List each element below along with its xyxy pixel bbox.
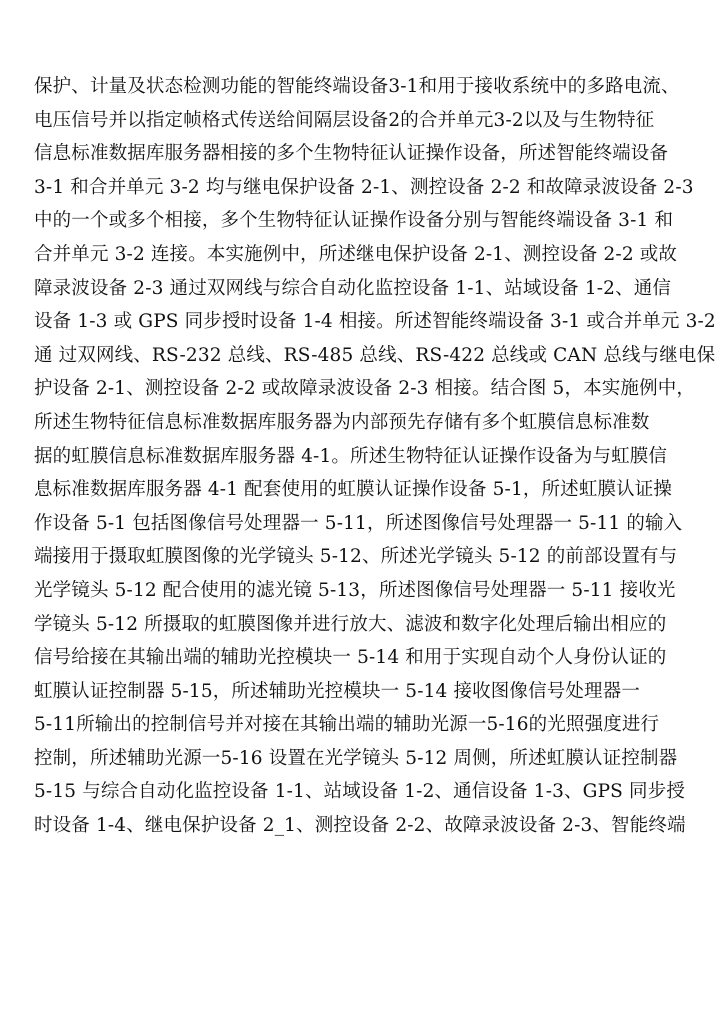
text-line: 5-11所输出的控制信号并对接在其输出端的辅助光源一5-16的光照强度进行 xyxy=(34,714,660,736)
text-line: 作设备 5-1 包括图像信号处理器一 5-11，所述图像信号处理器一 5-11 的输入 xyxy=(34,512,683,534)
text-line: 3-1 和合并单元 3-2 均与继电保护设备 2-1、测控设备 2-2 和故障录波设备 2-3 xyxy=(34,176,694,198)
text-line: 时设备 1-4、继电保护设备 2_1、测控设备 2-2、故障录波设备 2-3、智能终端 xyxy=(34,815,686,837)
text-line: 中的一个或多个相接，多个生物特征认证操作设备分别与智能终端设备 3-1 和 xyxy=(34,210,674,232)
text-line: 息标准数据库服务器 4-1 配套使用的虹膜认证操作设备 5-1，所述虹膜认证操 xyxy=(34,479,673,501)
text-line: 合并单元 3-2 连接。本实施例中，所述继电保护设备 2-1、测控设备 2-2 或故 xyxy=(34,243,678,265)
body-text xyxy=(34,70,714,843)
text-line: 障录波设备 2-3 通过双网线与综合自动化监控设备 1-1、站域设备 1-2、通信 xyxy=(34,277,672,299)
text-line: 信号给接在其输出端的辅助光控模块一 5-14 和用于实现自动个人身份认证的 xyxy=(34,647,667,669)
text-line: 护设备 2-1、测控设备 2-2 或故障录波设备 2-3 相接。结合图 5，本实施例中， xyxy=(34,378,696,400)
text-line: 虹膜认证控制器 5-15，所述辅助光控模块一 5-14 接收图像信号处理器一 xyxy=(34,680,640,702)
text-line: 通 过双网线、RS-232 总线、RS-485 总线、RS-422 总线或 CAN 总线与继电保 xyxy=(34,344,716,366)
text-line: 设备 1-3 或 GPS 同步授时设备 1-4 相接。所述智能终端设备 3-1 或合并单元 3-2 xyxy=(34,311,716,333)
text-line: 保护、计量及状态检测功能的智能终端设备3-1和用于接收系统中的多路电流、 xyxy=(34,76,680,97)
text-line: 学镜头 5-12 所摄取的虹膜图像并进行放大、滤波和数字化处理后输出相应的 xyxy=(34,613,667,635)
text-line: 电压信号并以指定帧格式传送给间隔层设备2的合并单元3-2以及与生物特征 xyxy=(34,109,655,131)
text-line: 控制，所述辅助光源一5-16 设置在光学镜头 5-12 周侧，所述虹膜认证控制器 xyxy=(34,747,678,769)
text-line: 光学镜头 5-12 配合使用的滤光镜 5-13，所述图像信号处理器一 5-11 接收光 xyxy=(34,579,676,601)
text-line: 据的虹膜信息标准数据库服务器 4-1。所述生物特征认证操作设备为与虹膜信 xyxy=(34,445,668,467)
text-line: 所述生物特征信息标准数据库服务器为内部预先存储有多个虹膜信息标准数 xyxy=(34,411,650,433)
text-line: 信息标准数据库服务器相接的多个生物特征认证操作设备，所述智能终端设备 xyxy=(34,143,669,165)
text-line: 端接用于摄取虹膜图像的光学镜头 5-12、所述光学镜头 5-12 的前部设置有与 xyxy=(34,546,678,568)
text-line: 5-15 与综合自动化监控设备 1-1、站域设备 1-2、通信设备 1-3、GPS 同步授 xyxy=(34,781,685,803)
